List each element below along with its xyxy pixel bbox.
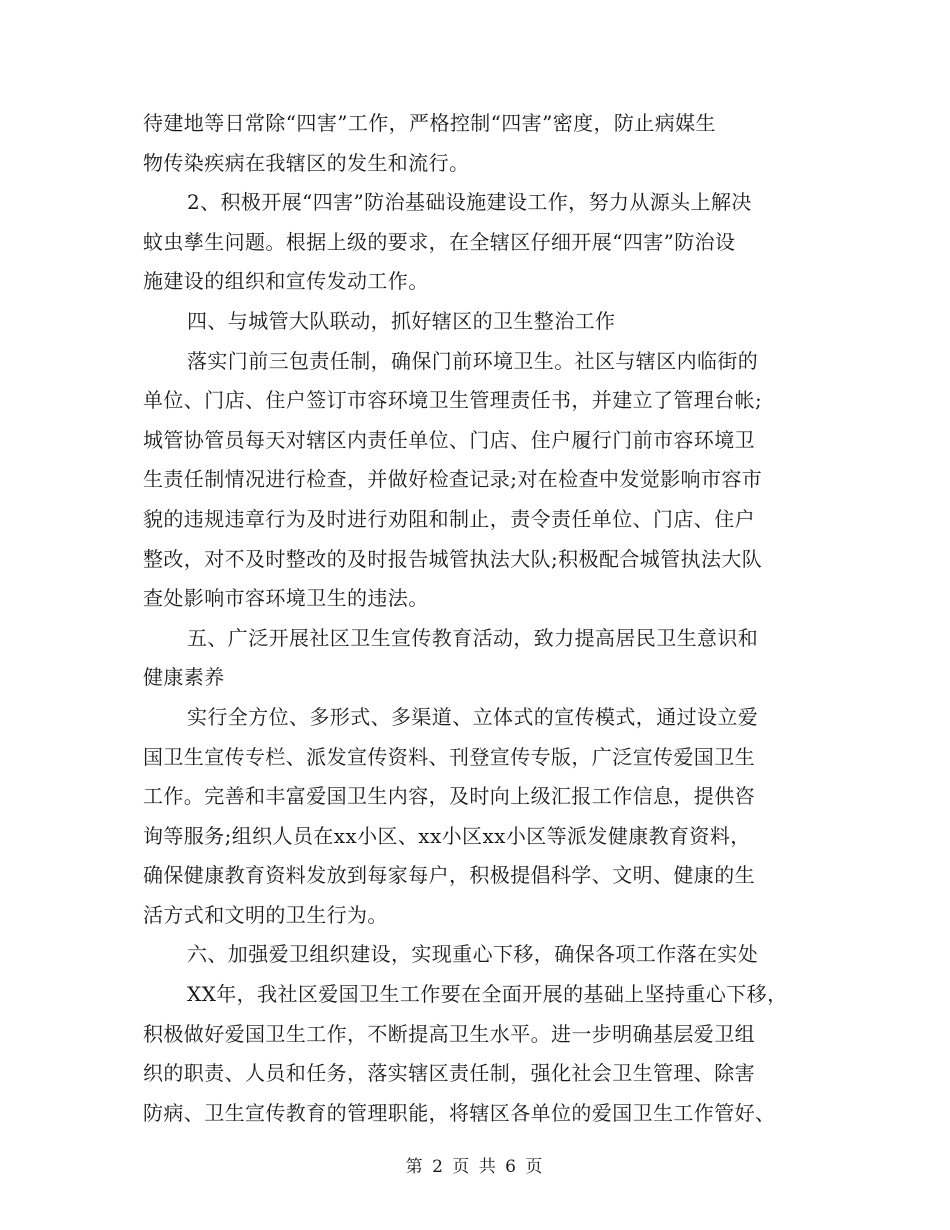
text-line: 实行全方位、多形式、多渠道、立体式的宣传模式，通过设立爱 <box>187 704 759 729</box>
text-line: 查处影响市容环境卫生的违法。 <box>143 586 429 611</box>
text-line: 整改，对不及时整改的及时报告城管执法大队;积极配合城管执法大队 <box>143 546 763 571</box>
section-heading: 六、加强爱卫组织建设，实现重心下移，确保各项工作落在实处 <box>187 942 759 967</box>
body-text <box>143 104 813 1133</box>
text-line: 城管协管员每天对辖区内责任单位、门店、住户履行门前市容环境卫 <box>143 427 755 452</box>
text-line: 生责任制情况进行检查，并做好检查记录;对在检查中发觉影响市容市 <box>143 467 763 492</box>
text-line: 2、积极开展“四害”防治基础设施建设工作，努力从源头上解决 <box>187 190 752 215</box>
text-line: 活方式和文明的卫生行为。 <box>143 902 388 927</box>
text-line: 确保健康教育资料发放到每家每户，积极提倡科学、文明、健康的生 <box>143 863 755 888</box>
text-line: 物传染疾病在我辖区的发生和流行。 <box>143 150 470 175</box>
page-number-footer: 第 2 页 共 6 页 <box>405 1157 545 1177</box>
text-line: 防病、卫生宣传教育的管理职能，将辖区各单位的爱国卫生工作管好、 <box>143 1100 776 1125</box>
text-line: 待建地等日常除“四害”工作，严格控制“四害”密度，防止病媒生 <box>143 111 716 135</box>
text-line: 貌的违规违章行为及时进行劝阻和制止，责令责任单位、门店、住户 <box>143 506 755 531</box>
text-line: 蚊虫孳生问题。根据上级的要求，在全辖区仔细开展“四害”防治设 <box>143 229 736 254</box>
text-line: 积极做好爱国卫生工作，不断提高卫生水平。进一步明确基层爱卫组 <box>143 1021 755 1046</box>
text-line: 单位、门店、住户签订市容环境卫生管理责任书，并建立了管理台帐; <box>143 388 763 413</box>
text-line: 施建设的组织和宣传发动工作。 <box>143 269 429 294</box>
text-line: 国卫生宣传专栏、派发宣传资料、刊登宣传专版，广泛宣传爱国卫生 <box>143 744 755 769</box>
text-line: 落实门前三包责任制，确保门前环境卫生。社区与辖区内临街的 <box>187 348 759 373</box>
text-line: 工作。完善和丰富爱国卫生内容，及时向上级汇报工作信息，提供咨 <box>143 784 755 809</box>
section-heading: 四、与城管大队联动，抓好辖区的卫生整治工作 <box>187 308 616 333</box>
section-heading-continued: 健康素养 <box>143 665 225 690</box>
text-line: 织的职责、人员和任务，落实辖区责任制，强化社会卫生管理、除害 <box>143 1061 755 1086</box>
section-heading: 五、广泛开展社区卫生宣传教育活动，致力提高居民卫生意识和 <box>187 625 759 650</box>
text-line: XX年，我社区爱国卫生工作要在全面开展的基础上坚持重心下移， <box>187 982 788 1007</box>
text-line: 询等服务;组织人员在xx小区、xx小区xx小区等派发健康教育资料， <box>143 823 751 848</box>
